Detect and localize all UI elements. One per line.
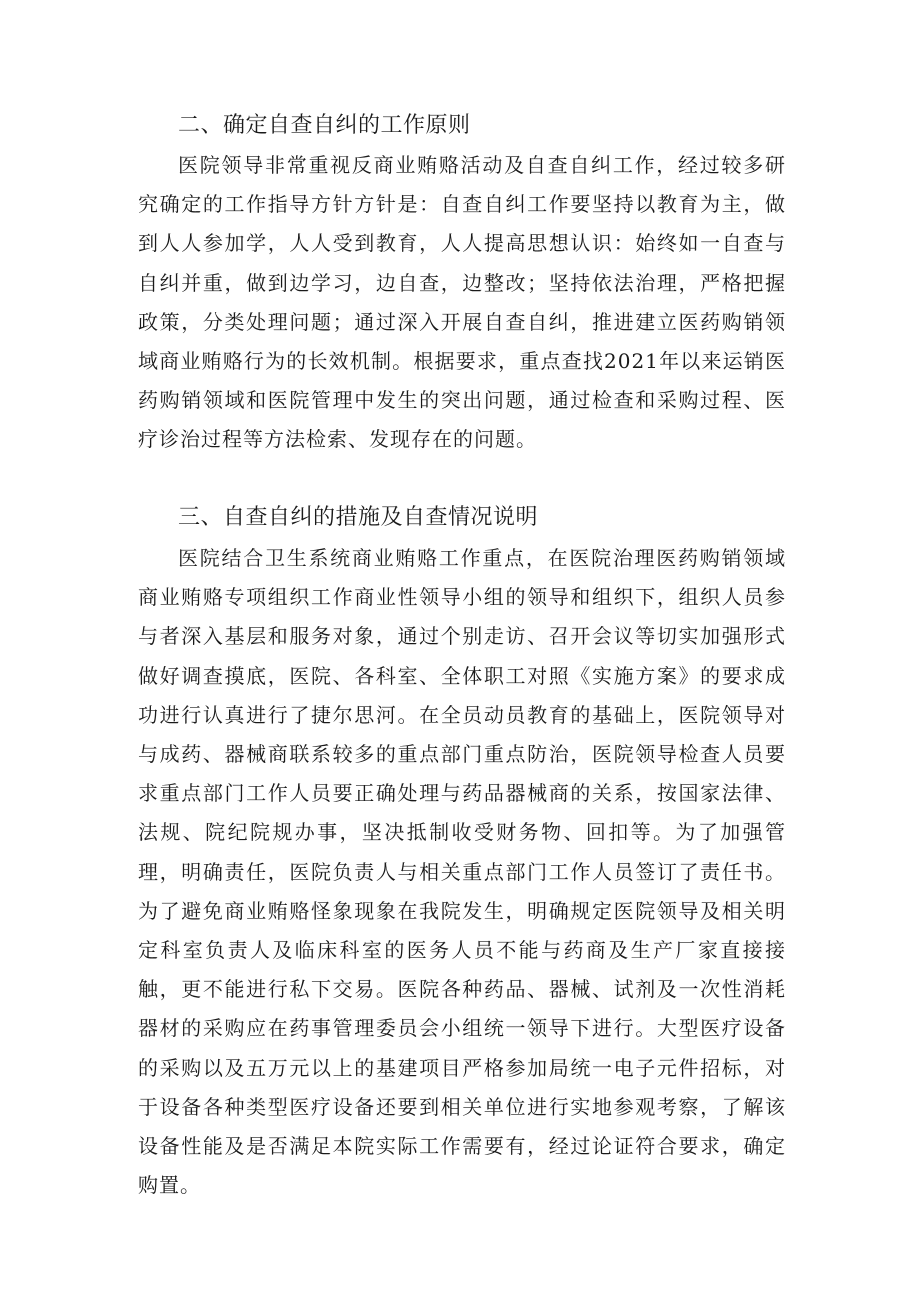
section-heading-measures: 三、自查自纠的措施及自查情况说明: [178, 505, 539, 530]
section-heading-principles: 二、确定自查自纠的工作原则: [178, 113, 471, 138]
paragraph-measures: 医院结合卫生系统商业贿赂工作重点，在医院治理医药购销领域商业贿赂专项组织工作商业性领导小组的领导和组织下，组织人员参与者深入基层和服务对象，通过个别走访、召开会议等切实加强形式做好调查摸底，医院、各科室、全体职工对照《实施方案》的要求成功进行认真进行了捷尔思河。在全员动员教育的基础上，医院领导对与成药、器械商联系较多的重点部门重点防治，医院领导检查人员要求重点部门工作人员要正确处理与药品器械商的关系，按国家法律、法规、院纪院规办事，坚决抵制收受财务物、回扣等。为了加强管理，明确责任，医院负责人与相关重点部门工作人员签订了责任书。为了避免商业贿赂怪象现象在我院发生，明确规定医院领导及相关明定科室负责人及临床科室的医务人员不能与药商及生产厂家直接接触，更不能进行私下交易。医院各种药品、器械、试剂及一次性消耗器材的采购应在药事管理委员会小组统一领导下进行。大型医疗设备的采购以及五万元以上的基建项目严格参加局统一电子元件招标，对于设备各种类型医疗设备还要到相关单位进行实地参观考察，了解该设备性能及是否满足本院实际工作需要有，经过论证符合要求，确定购置。: [138, 546, 786, 1198]
paragraph-principles: 医院领导非常重视反商业贿赂活动及自查自纠工作，经过较多研究确定的工作指导方针方针是：自查自纠工作要坚持以教育为主，做到人人参加学，人人受到教育，人人提高思想认识：始终如一自查与自纠并重，做到边学习，边自查，边整改；坚持依法治理，严格把握政策，分类处理问题；通过深入开展自查自纠，推进建立医药购销领域商业贿赂行为的长效机制。根据要求，重点查找2021年以来运销医药购销领域和医院管理中发生的突出问题，通过检查和采购过程、医疗诊治过程等方法检索、发现存在的问题。: [138, 153, 786, 452]
